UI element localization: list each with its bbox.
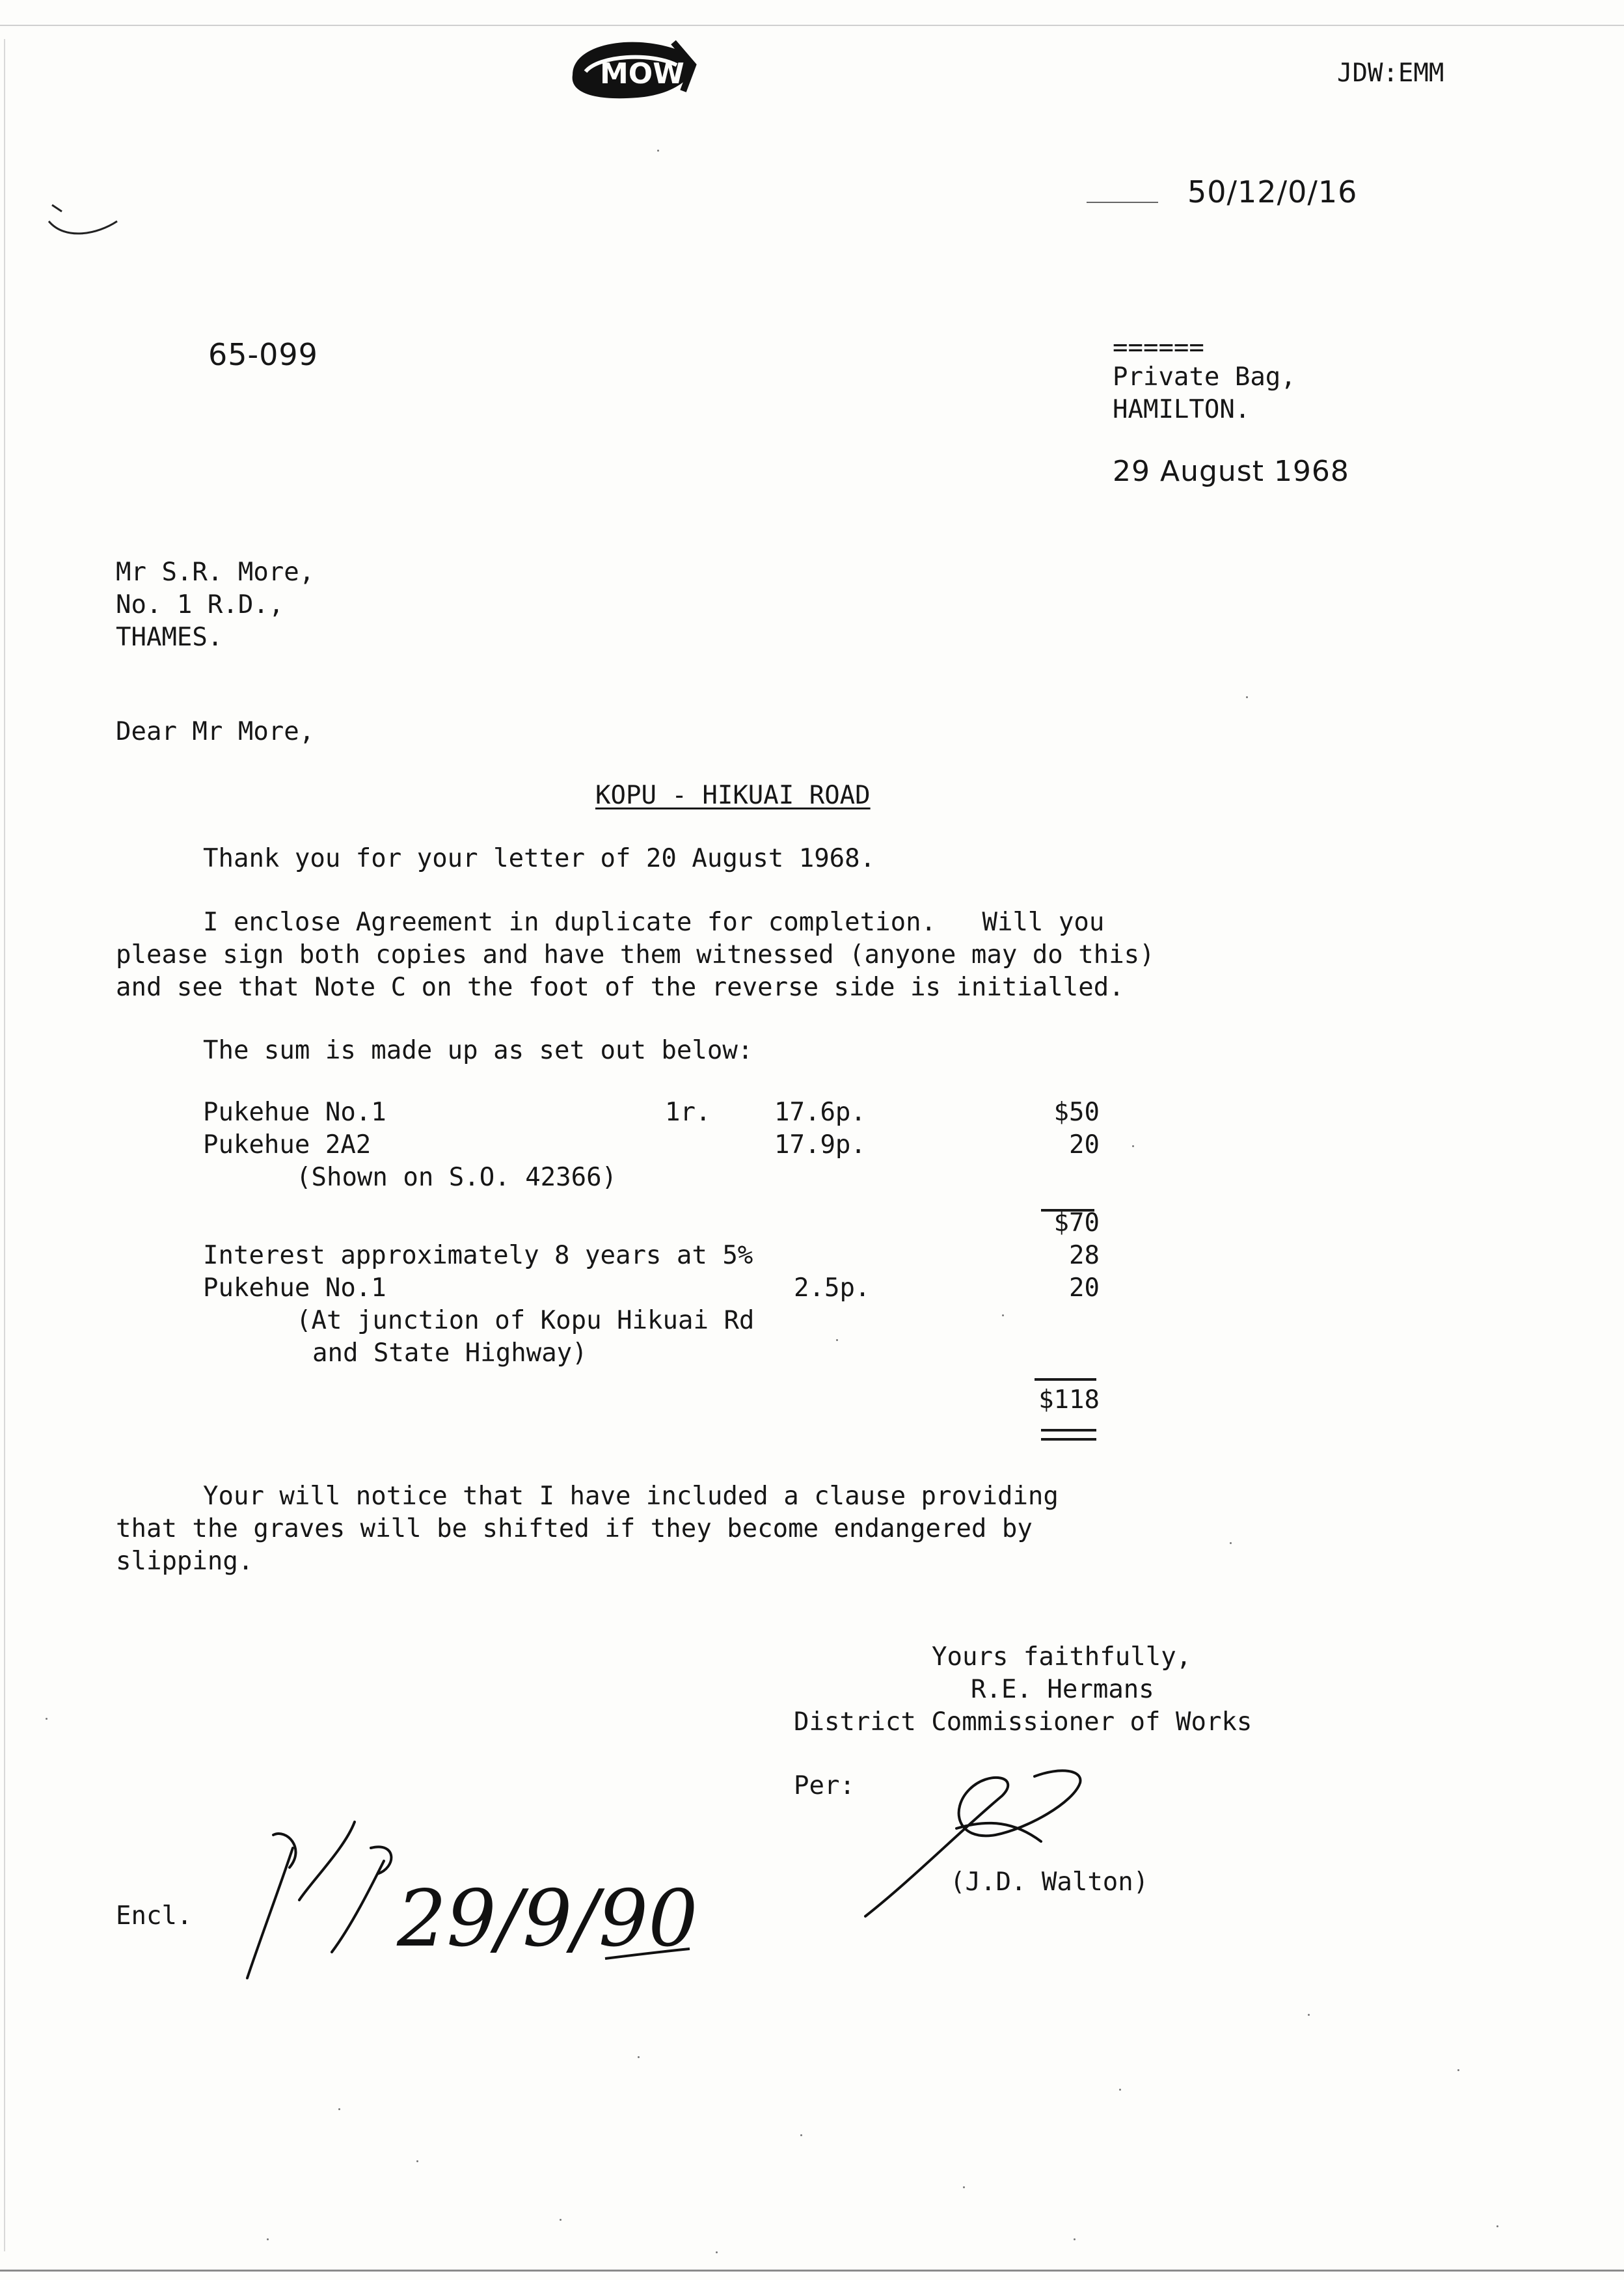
salutation: Dear Mr More, — [116, 717, 315, 746]
sender-address-line2: HAMILTON. — [1113, 395, 1251, 424]
table-row-4-note-1: (At junction of Kopu Hikuai Rd — [296, 1306, 755, 1335]
total-double-rule-2 — [1041, 1438, 1096, 1441]
enclosure-note: Encl. — [116, 1901, 193, 1931]
paragraph-4-line2: that the graves will be shifted if they become endangered by — [116, 1514, 1033, 1543]
address-rule-mark: ====== — [1113, 333, 1204, 362]
subject-heading: KOPU - HIKUAI ROAD — [595, 781, 871, 810]
table-row-2-note: (Shown on S.O. 42366) — [296, 1163, 617, 1192]
recipient-name: Mr S.R. More, — [116, 558, 315, 587]
file-ref-dots — [1087, 202, 1158, 203]
table-row-3-label: Interest approximately 8 years at 5% — [203, 1241, 753, 1270]
typist-reference: JDW:EMM — [1337, 59, 1444, 88]
paragraph-2-line2: please sign both copies and have them witnessed (anyone may do this) — [116, 940, 1155, 970]
svg-text:29/9/90: 29/9/90 — [397, 1874, 698, 1964]
paragraph-4-line3: slipping. — [116, 1547, 254, 1576]
table-row-2-perches: 17.9p. — [774, 1130, 866, 1160]
per-label: Per: — [794, 1771, 855, 1800]
table-row-1-label: Pukehue No.1 — [203, 1098, 386, 1127]
letter-date: 29 August 1968 — [1113, 455, 1349, 488]
department-logo — [560, 26, 709, 111]
complimentary-close: Yours faithfully, — [932, 1642, 1192, 1672]
table-row-4-amount: 20 — [1069, 1273, 1100, 1303]
signatory-name: (J.D. Walton) — [950, 1867, 1149, 1897]
table-row-4-label: Pukehue No.1 — [203, 1273, 386, 1303]
file-reference: 50/12/0/16 — [1187, 174, 1358, 210]
table-row-4-note-2: and State Highway) — [312, 1338, 588, 1368]
paragraph-4-line1: Your will notice that I have included a clause providing — [203, 1482, 1059, 1511]
table-row-2-label: Pukehue 2A2 — [203, 1130, 372, 1160]
paragraph-2-line1: I enclose Agreement in duplicate for completion. Will you — [203, 908, 1105, 937]
paragraph-1: Thank you for your letter of 20 August 1968. — [203, 844, 876, 873]
recipient-line2: No. 1 R.D., — [116, 590, 284, 619]
scan-edge-bottom — [0, 2270, 1624, 2272]
table-row-3-amount: 28 — [1069, 1241, 1100, 1270]
table-row-1-amount: $50 — [1053, 1098, 1100, 1127]
sender-title: District Commissioner of Works — [794, 1707, 1252, 1737]
total-rule — [1035, 1378, 1096, 1381]
corner-pen-mark — [46, 195, 124, 247]
table-subtotal: $70 — [1053, 1208, 1100, 1238]
table-total: $118 — [1038, 1385, 1100, 1415]
their-reference: 65-099 — [208, 337, 318, 372]
paragraph-2-line3: and see that Note C on the foot of the reverse side is initialled. — [116, 973, 1124, 1002]
sender-name: R.E. Hermans — [971, 1675, 1154, 1704]
svg-text:MOW: MOW — [600, 57, 684, 90]
paragraph-3: The sum is made up as set out below: — [203, 1036, 753, 1065]
handwritten-annotation — [241, 1809, 696, 2004]
recipient-line3: THAMES. — [116, 623, 223, 652]
total-double-rule-1 — [1041, 1429, 1096, 1432]
table-row-4-perches: 2.5p. — [794, 1273, 871, 1303]
table-row-2-amount: 20 — [1069, 1130, 1100, 1160]
table-row-1-roods: 1r. — [665, 1098, 711, 1127]
scan-edge-left — [4, 39, 5, 2251]
signature — [859, 1757, 1093, 1926]
sender-address-line1: Private Bag, — [1113, 362, 1296, 392]
scan-edge-top — [0, 25, 1624, 26]
table-row-1-perches: 17.6p. — [774, 1098, 866, 1127]
